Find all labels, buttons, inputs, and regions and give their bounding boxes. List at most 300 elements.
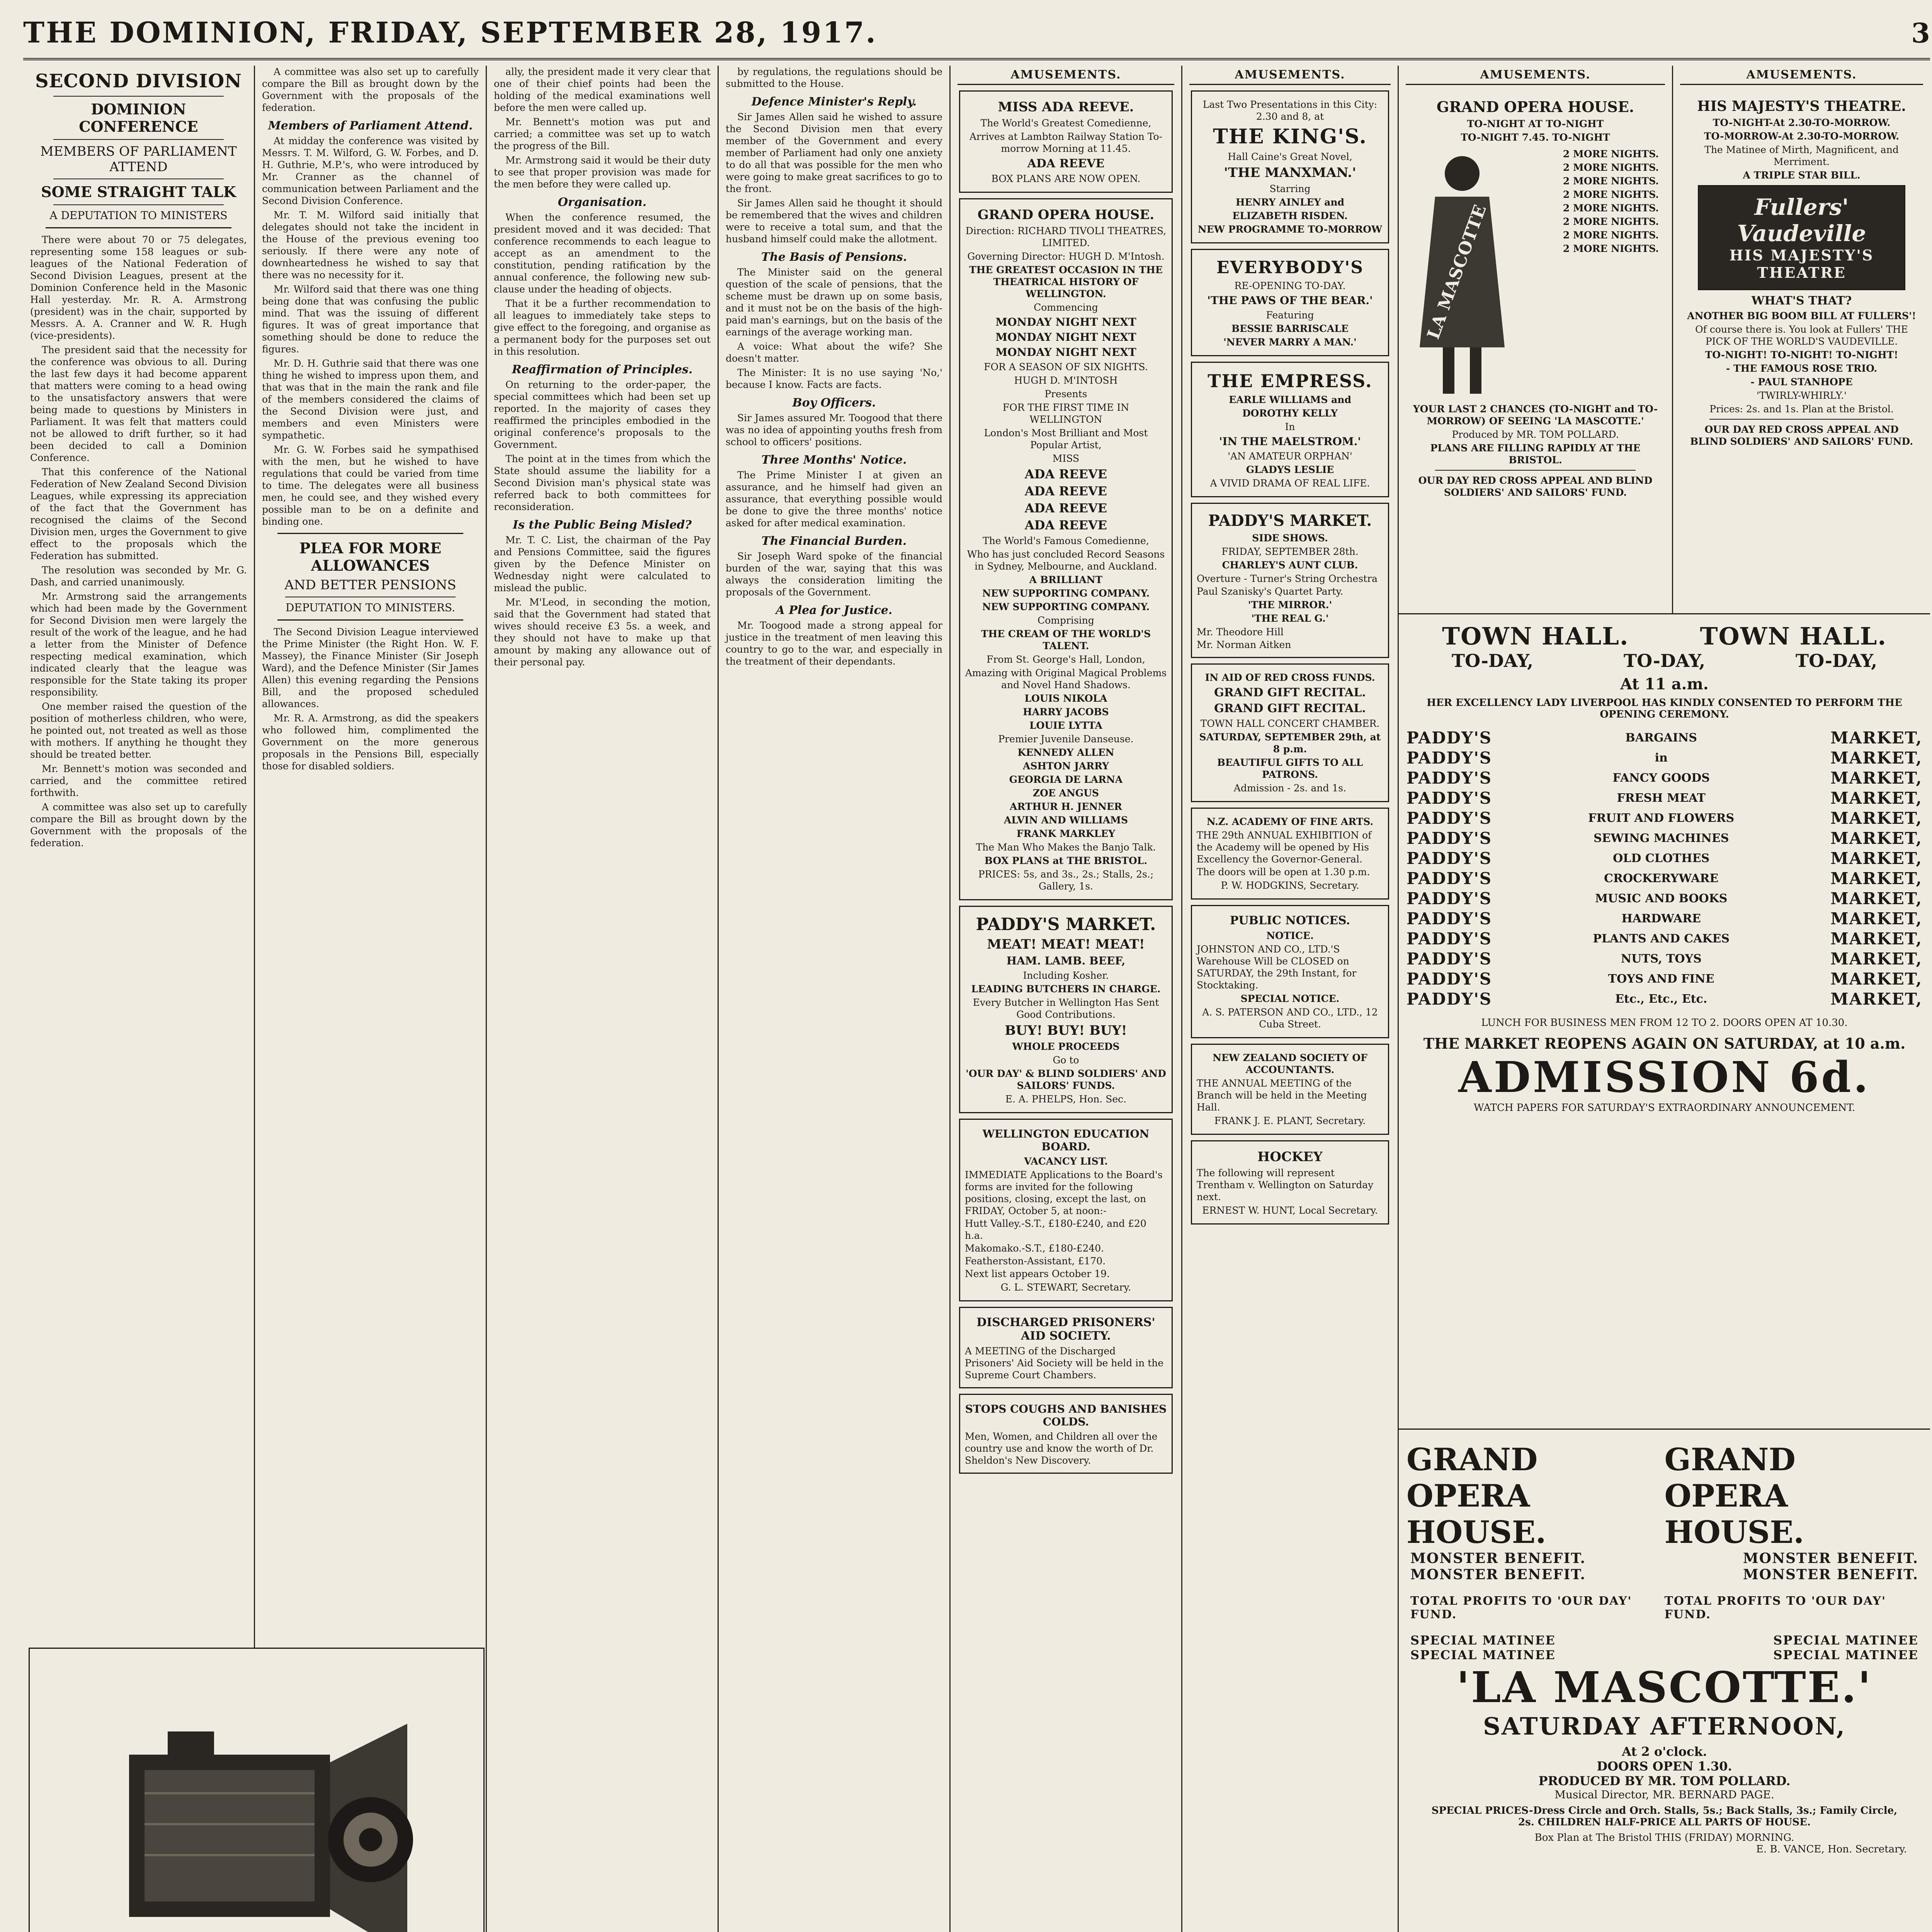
article-paragraph: Mr. G. W. Forbes said he sympathised with the men, but he wished to have regulations that could be varied from time to time. The delegates were all business men, he could see, and they wished every possible man to be on a definite and binding one. <box>262 444 479 527</box>
ad-line: Go to <box>1053 1054 1079 1066</box>
box-line: Box Plan at The Bristol THIS (FRIDAY) MORNING. <box>1534 1832 1794 1844</box>
ad-line: Arrives at Lambton Railway Station To-morrow Morning at 11.45. <box>969 131 1163 154</box>
ad-line: DOROTHY KELLY <box>1242 408 1338 419</box>
article-paragraph: At midday the conference was visited by Messrs. T. M. Wilford, G. W. Forbes, and D. H. Guthrie, M.P.'s, who were introduced by Mr. Cranner as the channel of communication between Parliament and the Second Division Conference. <box>262 135 479 206</box>
ad-line: Hutt Valley.-S.T., £180-£240, and £20 h.a. <box>965 1218 1146 1241</box>
paddys-item: NUTS, TOYS <box>1621 952 1702 966</box>
ad-line: VACANCY LIST. <box>1024 1156 1108 1167</box>
ad-red-cross-recital <box>1191 663 1389 802</box>
article-paragraph: Mr. Armstrong said it would be their duty to see that proper provision was made for the men before they were called up. <box>494 155 711 190</box>
paddys-item: BARGAINS <box>1625 731 1697 745</box>
market-word: MARKET, <box>1830 769 1922 787</box>
ad-line: HAM. LAMB. BEEF, <box>1006 954 1126 967</box>
article-paragraph: Mr. Armstrong said the arrangements which had been made by the Government for Second Division men were largely the result of the work of the league, and he had a letter from the Minister of Defence respecting medical examination, which indicated clearly that the league was responsible for the State taking its proper responsibility. <box>30 591 247 698</box>
ad-education-board <box>959 1119 1173 1301</box>
paddys-word: PADDY'S <box>1406 789 1492 808</box>
headline-deputation: A DEPUTATION TO MINISTERS <box>49 209 228 222</box>
more-nights-row: 2 MORE NIGHTS. <box>1563 243 1659 254</box>
amusements-header: AMUSEMENTS. <box>957 66 1174 85</box>
benefit-word: MONSTER BENEFIT. <box>1743 1550 1918 1566</box>
ad-line: G. L. STEWART, Secretary. <box>1000 1282 1131 1293</box>
more-nights-row: 2 MORE NIGHTS. <box>1563 216 1659 227</box>
ad-title: DISCHARGED PRISONERS' AID SOCIETY. <box>976 1316 1155 1343</box>
column-7-top <box>1399 66 1673 614</box>
section-basis-pensions: The Basis of Pensions. <box>761 250 907 264</box>
mascotte-block <box>1412 146 1659 401</box>
ad-line: YOUR LAST 2 CHANCES (TO-NIGHT and TO-MORROW) OF SEEING 'LA MASCOTTE.' <box>1413 403 1658 427</box>
ad-title: IN AID OF RED CROSS FUNDS. <box>1205 672 1375 683</box>
ad-line: PLANS ARE FILLING RAPIDLY AT THE BRISTOL. <box>1430 442 1641 466</box>
secretary-line: E. B. VANCE, Hon. Secretary. <box>1756 1844 1907 1855</box>
ad-line: Governing Director: HUGH D. M'Intosh. <box>967 251 1165 262</box>
article-paragraph: ally, the president made it very clear that one of their chief points had been the holding of the medical examinations well before the men were called up. <box>494 66 711 113</box>
paddys-word: PADDY'S <box>1406 949 1492 968</box>
article-paragraph: Mr. T. M. Wilford said initially that delegates should not take the incident in the House of the previous evening too seriously. If there were any note of downheartedness he wished to say that there was no necessity for it. <box>262 209 479 281</box>
ad-line: Comprising <box>1037 615 1094 626</box>
ad-line: TOWN HALL CONCERT CHAMBER. <box>1200 718 1380 729</box>
rule <box>53 204 224 205</box>
ad-line: Every Butcher in Wellington Has Sent Good Contributions. <box>973 997 1159 1020</box>
article-paragraph: The president said that the necessity for the conference was obvious to all. During the last few days it had become apparent that matters were coming to a head owing to the unsatisfactory answers that were being made to questions by Ministers in Parliament. It was felt that matters could not be allowed to drift further, so it had been decided to call a Dominion Conference. <box>30 344 247 463</box>
ad-line: Featherston-Assistant, £170. <box>965 1255 1106 1267</box>
ad-title: HIS MAJESTY'S THEATRE. <box>1697 98 1906 114</box>
produced-line: PRODUCED BY MR. TOM POLLARD. <box>1538 1774 1791 1788</box>
ad-title: MISS ADA REEVE. <box>998 99 1134 115</box>
market-word: MARKET, <box>1830 869 1922 888</box>
reopens-line: THE MARKET REOPENS AGAIN ON SATURDAY, at 10 a.m. <box>1423 1035 1906 1052</box>
ad-coughs <box>959 1394 1173 1474</box>
paddys-word: PADDY'S <box>1406 829 1492 848</box>
ad-line: ZOE ANGUS <box>1032 787 1099 799</box>
ad-line: EARLE WILLIAMS and <box>1229 394 1351 405</box>
ad-line: From St. George's Hall, London, <box>986 654 1145 665</box>
ad-line: TO-NIGHT AT TO-NIGHT <box>1467 118 1604 129</box>
ad-title: PUBLIC NOTICES. <box>1230 914 1350 927</box>
ad-line: BOX PLANS at THE BRISTOL. <box>984 855 1148 866</box>
ad-line: Paul Szanisky's Quartet Party. <box>1197 586 1344 597</box>
town-hall-word: TOWN HALL. <box>1442 622 1629 650</box>
article-paragraph: by regulations, the regulations should be submitted to the House. <box>726 66 942 89</box>
prices-line: SPECIAL PRICES-Dress Circle and Orch. Stalls, 5s.; Back Stalls, 3s.; Family Circle, 2s. CHILDREN HALF-PRICE ALL PARTS OF HOUSE. <box>1431 1805 1898 1828</box>
paddys-word: PADDY'S <box>1406 769 1492 787</box>
ad-line: P. W. HODGKINS, Secretary. <box>1221 880 1359 891</box>
mascotte-figure-text: LA MASCOTTE <box>1423 202 1490 342</box>
paddys-mid-list <box>1588 728 1734 1009</box>
ad-line: MISS <box>1052 453 1080 464</box>
masthead-title: THE DOMINION, FRIDAY, SEPTEMBER 28, 1917. <box>23 16 878 49</box>
paddys-item: OLD CLOTHES <box>1613 852 1710 865</box>
town-hall-advertisement <box>1399 618 1930 1430</box>
headline-plea: PLEA FOR MORE ALLOWANCES <box>299 539 442 574</box>
page-number: 3 <box>1911 17 1930 49</box>
ad-line: LOUIE LYTTA <box>1029 720 1102 731</box>
paddys-item: MUSIC AND BOOKS <box>1595 892 1728 905</box>
ad-line: GRAND GIFT RECITAL. <box>1214 702 1366 715</box>
article-paragraph: When the conference resumed, the president moved and it was decided: That conference recommends to each league to accept as an amendment to the constitution, pending ratification by the annual conference, the following new sub-clause under the heading of objects. <box>494 212 711 295</box>
ad-line: Who has just concluded Record Seasons in Sydney, Melbourne, and Auckland. <box>967 549 1165 572</box>
profits-word: TOTAL PROFITS TO 'OUR DAY' FUND. <box>1410 1594 1632 1621</box>
section-members-attend: Members of Parliament Attend. <box>268 119 473 133</box>
market-word: MARKET, <box>1830 889 1922 908</box>
ad-line: ADA REEVE <box>1024 484 1107 498</box>
ad-line: TO-NIGHT-At 2.30-TO-MORROW. <box>1713 117 1891 128</box>
more-nights-list <box>1515 146 1659 256</box>
ad-line: ADA REEVE <box>1024 467 1107 481</box>
section-organisation: Organisation. <box>558 196 647 209</box>
ad-empress <box>1191 362 1389 497</box>
profits-row <box>1406 1594 1922 1621</box>
ad-line: - THE FAMOUS ROSE TRIO. <box>1726 363 1878 374</box>
ad-line: Overture - Turner's String Orchestra <box>1197 573 1378 584</box>
market-word: MARKET, <box>1830 849 1922 868</box>
fullers-logo <box>1698 185 1905 290</box>
benefit-row <box>1406 1566 1922 1583</box>
ad-line: HENRY AINLEY and <box>1235 197 1345 208</box>
ad-line: ALVIN AND WILLIAMS <box>1003 815 1128 826</box>
fullers-logo-text: Fullers' Vaudeville <box>1737 194 1866 247</box>
ad-line: ADA REEVE <box>1024 501 1107 515</box>
today-word: TO-DAY, <box>1623 650 1706 671</box>
paddys-item: SEWING MACHINES <box>1593 832 1729 845</box>
paddys-word: PADDY'S <box>1406 909 1492 928</box>
ad-line: - PAUL STANHOPE <box>1750 376 1853 388</box>
ad-line: MONDAY NIGHT NEXT <box>995 331 1136 344</box>
article-paragraph: The Minister: It is no use saying 'No,' because I know. Facts are facts. <box>726 367 942 390</box>
ad-kings <box>1191 90 1389 243</box>
market-word: MARKET, <box>1830 829 1922 848</box>
article-paragraph: A committee was also set up to carefully compare the Bill as brought down by the Government with the proposals of the federation. <box>30 801 247 849</box>
paddys-item: PLANTS AND CAKES <box>1593 932 1730 946</box>
doors-line: DOORS OPEN 1.30. <box>1597 1759 1732 1774</box>
column-6 <box>1182 66 1399 1932</box>
ad-accountants <box>1191 1044 1389 1135</box>
ad-line: ERNEST W. HUNT, Local Secretary. <box>1202 1205 1378 1216</box>
ad-line: Next list appears October 19. <box>965 1268 1110 1279</box>
matinee-word: SPECIAL MATINEE <box>1410 1648 1556 1662</box>
ad-line: The Matinee of Mirth, Magnificent, and Merriment. <box>1704 144 1899 167</box>
ad-line: 'THE REAL G.' <box>1251 613 1329 624</box>
ad-line: Including Kosher. <box>1023 970 1109 981</box>
ad-title: EVERYBODY'S <box>1216 258 1364 277</box>
ad-line: Mr. Theodore Hill <box>1197 626 1284 638</box>
headline-deputation-ministers: DEPUTATION TO MINISTERS. <box>285 601 456 614</box>
ad-line: Presents <box>1044 388 1087 400</box>
paddys-word: PADDY'S <box>1406 889 1492 908</box>
column-5 <box>951 66 1182 1932</box>
paddys-word: PADDY'S <box>1406 929 1492 948</box>
ad-public-notices <box>1191 905 1389 1038</box>
profits-word: TOTAL PROFITS TO 'OUR DAY' FUND. <box>1664 1594 1886 1621</box>
article-paragraph: Mr. Toogood made a strong appeal for justice in the treatment of men leaving this country to go to the war, and especially in the treatment of their dependants. <box>726 620 942 667</box>
ad-line: IMMEDIATE Applications to the Board's forms are invited for the following positions, closing, except the last, on FRIDAY, October 5, at noon:- <box>965 1169 1163 1216</box>
ad-title: PADDY'S MARKET. <box>976 915 1156 934</box>
ad-line: LEADING BUTCHERS IN CHARGE. <box>971 983 1161 995</box>
ad-line: KENNEDY ALLEN <box>1017 747 1114 758</box>
ad-line: FRANK MARKLEY <box>1016 828 1116 839</box>
paddys-word: PADDY'S <box>1406 849 1492 868</box>
market-word: MARKET, <box>1830 728 1922 747</box>
ad-line: Prices: 2s. and 1s. Plan at the Bristol. <box>1709 403 1894 415</box>
article-paragraph: Mr. D. H. Guthrie said that there was one thing he wished to impress upon them, and that was that in the main the rank and file of the members considered the claims of the Second Division were just, and members and even Ministers were sympathetic. <box>262 358 479 441</box>
headline-second-division: SECOND DIVISION <box>35 70 242 92</box>
ad-title: STOPS COUGHS AND BANISHES COLDS. <box>965 1403 1167 1428</box>
ad-line: GEORGIA DE LARNA <box>1009 774 1123 785</box>
rule <box>46 227 231 228</box>
ad-line: The Man Who Makes the Banjo Talk. <box>976 842 1156 853</box>
matinee-row <box>1406 1648 1922 1662</box>
ad-paddys-sideshows <box>1191 503 1389 658</box>
ad-title: NEW ZEALAND SOCIETY OF ACCOUNTANTS. <box>1213 1052 1367 1075</box>
ad-title: HOCKEY <box>1257 1149 1323 1165</box>
ad-line: Commencing <box>1034 302 1098 313</box>
article-paragraph: Mr. T. C. List, the chairman of the Pay and Pensions Committee, said the figures given by the Defence Minister on Wednesday night were calculated to mislead the public. <box>494 534 711 594</box>
article-paragraph: Mr. Wilford said that there was one thing being done that was confusing the public mind. That was the issuing of different figures. It was of great importance that something should be done to reduce the figures. <box>262 284 479 355</box>
ad-line: MEAT! MEAT! MEAT! <box>987 937 1145 952</box>
article-paragraph: Mr. R. A. Armstrong, as did the speakers who followed him, complimented the Government on the more generous proposals in the Pensions Bill, especially those for disabled soldiers. <box>262 713 479 772</box>
ad-line: OUR DAY RED CROSS APPEAL AND BLIND SOLDIERS' AND SAILORS' FUND. <box>1690 424 1913 447</box>
matinee-word: SPECIAL MATINEE <box>1773 1648 1918 1662</box>
article-paragraph: The Second Division League interviewed the Prime Minister (the Right Hon. W. F. Massey), the Finance Minister (Sir Joseph Ward), and the Defence Minister (Sir James Allen) this evening regarding the Pensions Bill, and the proposed scheduled allowances. <box>262 626 479 709</box>
ad-discharged-prisoners <box>959 1307 1173 1388</box>
grand-opera-word: GRAND OPERA HOUSE. <box>1406 1441 1546 1550</box>
article-paragraph: That it be a further recommendation to all leagues to immediately take steps to give effect to the foregoing, and organise as a permanent body for the purposes set out in this resolution. <box>494 298 711 357</box>
ad-line: Starring <box>1269 183 1311 194</box>
ad-line: Makomako.-S.T., £180-£240. <box>965 1243 1104 1254</box>
market-word: MARKET, <box>1830 748 1922 767</box>
paddys-item: FANCY GOODS <box>1612 771 1710 785</box>
grand-opera-word: GRAND OPERA HOUSE. <box>1664 1441 1804 1550</box>
ad-line: JOHNSTON AND CO., LTD.'S Warehouse Will be CLOSED on SATURDAY, the 29th Instant, for Stocktaking. <box>1197 944 1357 991</box>
ad-line: 'THE MIRROR.' <box>1248 599 1332 611</box>
headline-dominion-conference: DOMINION CONFERENCE <box>79 100 198 135</box>
masthead <box>23 8 1930 60</box>
ad-line: BEAUTIFUL GIFTS TO ALL PATRONS. <box>1217 757 1363 780</box>
section-financial-burden: The Financial Burden. <box>761 534 907 548</box>
paddys-item: HARDWARE <box>1621 912 1701 925</box>
article-paragraph: Mr. Bennett's motion was seconded and carried, and the committee retired forthwith. <box>30 763 247 798</box>
today-word: TO-DAY, <box>1795 650 1878 671</box>
ad-line: SIDE SHOWS. <box>1252 532 1328 544</box>
ad-line: E. A. PHELPS, Hon. Sec. <box>1005 1094 1127 1105</box>
ad-line: ASHTON JARRY <box>1023 760 1109 772</box>
ad-title: WELLINGTON EDUCATION BOARD. <box>982 1128 1150 1153</box>
mascotte-figure-icon <box>1412 146 1512 401</box>
ad-line: BUY! BUY! BUY! <box>1005 1023 1127 1038</box>
market-word: MARKET, <box>1830 909 1922 928</box>
paddys-left-list <box>1406 728 1492 1009</box>
article-paragraph: A committee was also set up to carefully compare the Bill as brought down by the Government with the proposals of the federation. <box>262 66 479 113</box>
ad-line: Hall Caine's Great Novel, <box>1228 151 1352 162</box>
section-reaffirmation: Reaffirmation of Principles. <box>512 363 693 376</box>
ad-line: WHAT'S THAT? <box>1751 294 1852 308</box>
article-paragraph: Sir Joseph Ward spoke of the financial burden of the war, saying that this was always the consideration limiting the proposals of the Government. <box>726 551 942 598</box>
market-word: MARKET, <box>1830 789 1922 808</box>
time-line: At 11 a.m. <box>1620 675 1709 693</box>
column-8-top <box>1673 66 1930 614</box>
paddys-item: in <box>1655 751 1668 765</box>
ad-line: SATURDAY, SEPTEMBER 29th, at 8 p.m. <box>1199 731 1381 755</box>
time-line: At 2 o'clock. <box>1622 1744 1707 1759</box>
amusements-header: AMUSEMENTS. <box>1189 66 1391 85</box>
column-3 <box>487 66 719 1932</box>
ad-line: 'NEVER MARRY A MAN.' <box>1223 337 1357 348</box>
market-word: MARKET, <box>1830 990 1922 1009</box>
ad-line: BOX PLANS ARE NOW OPEN. <box>991 173 1141 184</box>
ad-title: N.Z. ACADEMY OF FINE ARTS. <box>1206 816 1374 827</box>
ad-line: GLADYS LESLIE <box>1246 464 1334 475</box>
ad-line: TO-NIGHT! TO-NIGHT! TO-NIGHT! <box>1705 349 1898 361</box>
patron-line: HER EXCELLENCY LADY LIVERPOOL HAS KINDLY CONSENTED TO PERFORM THE OPENING CEREMONY. <box>1427 697 1902 720</box>
paddys-item: CROCKERYWARE <box>1604 872 1719 885</box>
ad-line: ARTHUR H. JENNER <box>1010 801 1122 812</box>
ad-line: HUGH D. M'INTOSH <box>1014 375 1118 386</box>
headline-members-attend: MEMBERS OF PARLIAMENT ATTEND <box>40 144 237 175</box>
ad-line: In <box>1285 421 1295 432</box>
amusements-header: AMUSEMENTS. <box>1680 66 1923 85</box>
article-paragraph: There were about 70 or 75 delegates, representing some 158 leagues or sub-leagues of the National Federation of Second Division Leagues, present at the Dominion Conference held in the Masonic Hall yesterday. Mr. R. A. Armstrong (president) was in the chair, supported by Messrs. A. A. Cranner and W. R. Hugh (vice-presidents). <box>30 234 247 341</box>
ad-line: MONDAY NIGHT NEXT <box>995 346 1136 359</box>
ad-title: GRAND OPERA HOUSE. <box>977 207 1155 223</box>
ad-his-majestys <box>1682 90 1922 454</box>
ad-line: The World's Greatest Comedienne, <box>980 117 1151 129</box>
ad-line: The following will represent Trentham v. Wellington on Saturday next. <box>1197 1167 1374 1202</box>
ad-line: WHOLE PROCEEDS <box>1012 1041 1120 1052</box>
ad-line: The doors will be open at 1.30 p.m. <box>1197 866 1370 878</box>
ad-line: 'TWIRLY-WHIRLY.' <box>1756 390 1847 401</box>
paddys-word: PADDY'S <box>1406 869 1492 888</box>
ad-line: Men, Women, and Children all over the country use and know the worth of Dr. Sheldon's New Discovery. <box>965 1431 1158 1466</box>
ad-line: Premier Juvenile Danseuse. <box>998 733 1134 745</box>
rule <box>277 533 463 534</box>
today-word: TO-DAY, <box>1451 650 1534 671</box>
kodak-advertisement <box>29 1648 485 1932</box>
article-paragraph: On returning to the order-paper, the special committees which had been set up reported. In the majority of cases they reaffirmed the principles embodied in the original conference's proposals to the Government. <box>494 379 711 450</box>
headline-straight-talk: SOME STRAIGHT TALK <box>41 183 236 201</box>
article-paragraph: Sir James assured Mr. Toogood that there was no idea of appointing youths fresh from school to officers' positions. <box>726 412 942 447</box>
rule <box>53 139 224 140</box>
market-word: MARKET, <box>1830 809 1922 828</box>
ad-line: GRAND GIFT RECITAL. <box>1214 686 1366 699</box>
more-nights-row: 2 MORE NIGHTS. <box>1563 189 1659 200</box>
director-line: Musical Director, MR. BERNARD PAGE. <box>1554 1788 1774 1801</box>
ad-line: LOUIS NIKOLA <box>1024 693 1107 704</box>
grand-opera-matinee-advertisement <box>1399 1437 1930 1932</box>
ad-line: TO-MORROW-At 2.30-TO-MORROW. <box>1704 131 1900 142</box>
paddys-item: Etc., Etc., Etc. <box>1615 992 1708 1006</box>
ad-line: PRICES: 5s, and 3s., 2s.; Stalls, 2s.; Gallery, 1s. <box>978 869 1154 892</box>
ad-line: Mr. Norman Aitken <box>1197 639 1291 650</box>
ad-line: HARRY JACOBS <box>1023 706 1109 718</box>
more-nights-row: 2 MORE NIGHTS. <box>1563 230 1659 241</box>
ad-title: GRAND OPERA HOUSE. <box>1436 98 1634 116</box>
benefit-word: MONSTER BENEFIT. <box>1410 1566 1586 1583</box>
ad-line: 'THE MANXMAN.' <box>1224 165 1356 180</box>
ad-line: ADA REEVE <box>1027 157 1105 170</box>
more-nights-row: 2 MORE NIGHTS. <box>1563 148 1659 160</box>
ad-line: Produced by MR. TOM POLLARD. <box>1452 429 1619 440</box>
ad-line: NEW SUPPORTING COMPANY. <box>982 601 1150 612</box>
ad-paddys-market-meat <box>959 906 1173 1113</box>
ad-line: ANOTHER BIG BOOM BILL AT FULLERS'! <box>1687 310 1916 321</box>
ad-line: SPECIAL NOTICE. <box>1240 993 1340 1004</box>
ad-line: Featuring <box>1266 310 1314 321</box>
ad-everybodys <box>1191 249 1389 356</box>
watch-line: WATCH PAPERS FOR SATURDAY'S EXTRAORDINARY ANNOUNCEMENT. <box>1473 1102 1855 1114</box>
more-nights-row: 2 MORE NIGHTS. <box>1563 175 1659 187</box>
article-paragraph: The Minister said on the general question of the scale of pensions, that the scheme must be drawn up on some basis, and it must not be on the basis of the high-paid man's earnings, but on the basis of the earnings of the average working man. <box>726 267 942 338</box>
ad-line: THE CREAM OF THE WORLD'S TALENT. <box>981 628 1151 651</box>
article-paragraph: Mr. Bennett's motion was put and carried; a committee was set up to watch the progress of the Bill. <box>494 116 711 151</box>
ad-line: BESSIE BARRISCALE <box>1231 323 1349 334</box>
ad-line: THE 29th ANNUAL EXHIBITION of the Academy will be opened by His Excellency the Governor-General. <box>1197 830 1372 865</box>
ad-line: 'OUR DAY' & BLIND SOLDIERS' AND SAILORS' FUNDS. <box>966 1068 1166 1091</box>
ad-line: FRIDAY, SEPTEMBER 28th. <box>1221 546 1359 557</box>
ad-ada-reeve <box>959 90 1173 193</box>
market-word: MARKET, <box>1830 929 1922 948</box>
ad-line: NOTICE. <box>1266 930 1314 941</box>
paddys-word: PADDY'S <box>1406 969 1492 988</box>
ad-line: 'AN AMATEUR ORPHAN' <box>1228 451 1352 462</box>
ad-line: London's Most Brilliant and Most Popular Artist, <box>984 427 1148 451</box>
lunch-line: LUNCH FOR BUSINESS MEN FROM 12 TO 2. DOORS OPEN AT 10.30. <box>1481 1017 1848 1029</box>
ad-hockey <box>1191 1140 1389 1225</box>
rule <box>53 96 224 97</box>
section-public-misled: Is the Public Being Misled? <box>512 518 692 532</box>
article-paragraph: Mr. M'Leod, in seconding the motion, said that the Government had stated that wives should receive £3 5s. a week, and they should not have to make up that amount by making any allowance out of their personal pay. <box>494 597 711 668</box>
article-paragraph: Sir James Allen said he thought it should be remembered that the wives and children were to receive a total sum, and that the husband himself could make the allotment. <box>726 197 942 245</box>
ad-line: TO-NIGHT 7.45. TO-NIGHT <box>1461 132 1610 143</box>
article-paragraph: The Prime Minister I at given an assurance, and he himself had given an assurance, that everything possible would be done to give the three months' notice asked for after medical examination. <box>726 469 942 529</box>
ad-line: FOR THE FIRST TIME IN WELLINGTON <box>1002 402 1129 425</box>
matinee-row <box>1406 1633 1922 1648</box>
ad-line: FRANK J. E. PLANT, Secretary. <box>1214 1115 1366 1126</box>
article-paragraph: A voice: What about the wife? She doesn't matter. <box>726 341 942 364</box>
ad-line: FOR A SEASON OF SIX NIGHTS. <box>984 361 1148 372</box>
ad-line: ELIZABETH RISDEN. <box>1232 210 1348 221</box>
ad-line: ADA REEVE <box>1024 518 1107 532</box>
ad-grand-opera-mascotte <box>1407 90 1663 505</box>
column-4 <box>719 66 951 1932</box>
ad-line: Direction: RICHARD TIVOLI THEATRES, LIMITED. <box>965 225 1167 248</box>
ad-line: NEW SUPPORTING COMPANY. <box>982 588 1150 599</box>
market-word: MARKET, <box>1830 949 1922 968</box>
paddys-item: TOYS AND FINE <box>1608 972 1714 986</box>
ad-title: THE KING'S. <box>1213 125 1367 148</box>
matinee-word: SPECIAL MATINEE <box>1773 1633 1918 1648</box>
ad-line: A TRIPLE STAR BILL. <box>1743 170 1861 181</box>
ad-line: The World's Famous Comedienne, <box>983 535 1149 546</box>
paddys-grid <box>1406 728 1922 1009</box>
today-row <box>1406 650 1922 671</box>
majesty-logo-text: HIS MAJESTY'S THEATRE <box>1729 247 1874 281</box>
ad-line: A. S. PATERSON AND CO., LTD., 12 Cuba Street. <box>1202 1007 1378 1030</box>
ad-line: THE ANNUAL MEETING of the Branch will be held in the Meeting Hall. <box>1197 1078 1367 1113</box>
section-three-months: Three Months' Notice. <box>761 453 907 467</box>
headline-better-pensions: AND BETTER PENSIONS <box>284 577 456 593</box>
ad-line: Last Two Presentations in this City: 2.30 and 8, at <box>1202 99 1378 122</box>
grand-opera-heading <box>1406 1441 1922 1550</box>
article-paragraph: That this conference of the National Federation of New Zealand Second Division Leagues, while expressing its appreciation of the fact that the Government has recognised the claims of the Second Division men, urges the Government to give effect to the proposals which the Federation has submitted. <box>30 466 247 561</box>
benefit-word: MONSTER BENEFIT. <box>1743 1566 1918 1583</box>
benefit-word: MONSTER BENEFIT. <box>1410 1550 1586 1566</box>
benefit-row <box>1406 1550 1922 1566</box>
ad-academy-fine-arts <box>1191 808 1389 900</box>
ad-line: THE GREATEST OCCASION IN THE THEATRICAL HISTORY OF WELLINGTON. <box>969 264 1163 299</box>
paddys-word: PADDY'S <box>1406 748 1492 767</box>
ad-line: NEW PROGRAMME TO-MORROW <box>1197 224 1383 235</box>
article-paragraph: Sir James Allen said he wished to assure the Second Division men that every member of the Government and every member of Parliament had only one anxiety to do all that was possible for the men who were going to make great sacrifices to go to the front. <box>726 111 942 194</box>
amusements-header: AMUSEMENTS. <box>1406 66 1665 85</box>
